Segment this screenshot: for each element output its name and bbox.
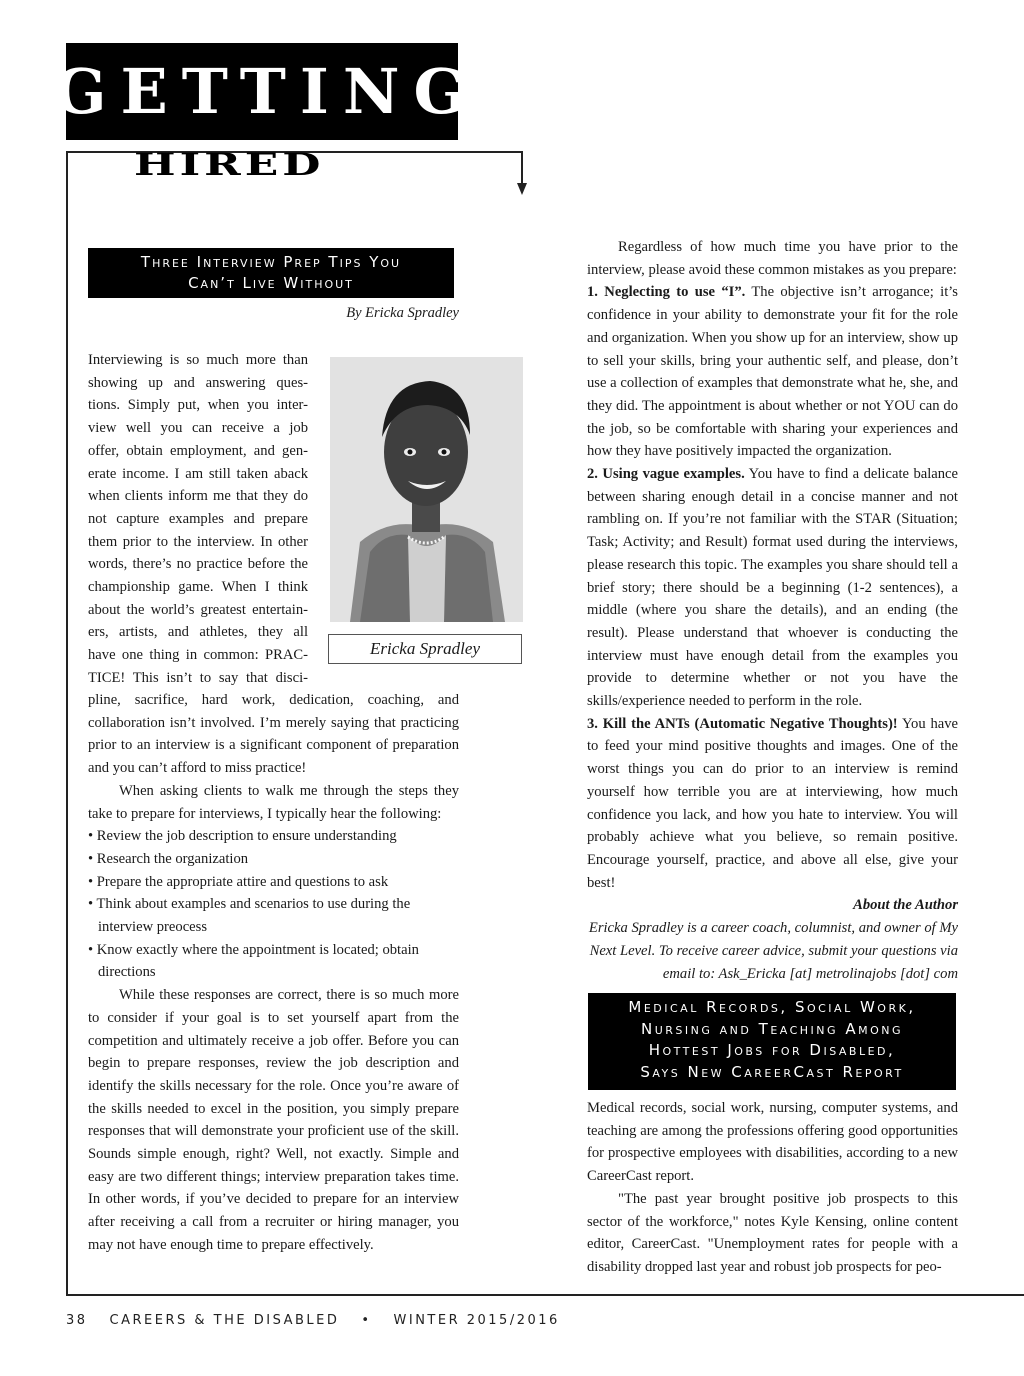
article-body-left [88,689,459,1257]
text-line: have one thing in common: PRAC- [88,647,308,664]
photo-caption: Ericka Spradley [328,634,522,664]
list-item: • Know exactly where the appointment is located; obtain directions [88,941,419,981]
text-line: ers, artists, and athletes, they all [88,624,308,641]
paragraph: Medical records, social work, nursing, computer systems, and teaching are among the professions offering good opportunities for prospective employees with disabilities, according to a new CareerCast report. [587,1100,958,1185]
issue-date: WINTER 2015/2016 [393,1313,560,1328]
text-line: about the world’s greatest entertain- [88,601,308,618]
tip-heading: 1. Neglecting to use “I”. [587,284,746,301]
text-line: offer, obtain employment, and gen- [88,442,308,459]
text-line: tions. Simply put, when you inter- [88,397,308,414]
article2-body [587,1097,958,1279]
frame-bottom-rule [66,1294,1024,1296]
text-line: TICE! This isn’t to say that disci- [88,669,308,686]
tip-body: You have to feed your mind positive thoughts and images. One of the worst things you can do prior to an interview is remind yourself how terrible you are at interviewing, how much confidence you lack, and how you hate to interview. You will probably achieve what you believe, so remain positive. Encourage yourself, practice, and above all else, give your best! [587,715,958,891]
article-title-box [88,248,454,298]
tip-paragraph [587,713,958,895]
text-line: showing up and answering ques- [88,374,308,391]
list-item: • Review the job description to ensure understanding [88,828,397,845]
text-line: not capture examples and prepare [88,510,308,527]
paragraph: Regardless of how much time you have prior to the interview, please avoid these common mistakes as you prepare: [587,239,958,278]
text-line: view well you can receive a job [88,420,308,437]
list-item: • Research the organization [88,850,249,867]
tip-paragraph [587,463,958,713]
paragraph: When asking clients to walk me through the steps they take to prepare for interviews, I typically hear the following: [88,782,459,822]
frame-right-tick [521,151,523,185]
tip-body: You have to find a delicate balance between sharing enough detail in a concise manner and not rambling on. If you’re not familiar with the STAR (Situation; Task; Activity; and Result) format used during the interviews, please research this topic. The examples you share should tell a brief story; there should be a beginning (1-2 sentences), a middle (where you share the details), and an ending (the result). Please understand that whoever is conducting the interview must have enough detail from the examples you provide to determine whether or not you have the skills/experience needed to perform in the role. [587,466,959,710]
paragraph: While these responses are correct, there is so much more to consider if your goal is to set yourself apart from the competition and ultimately receive a job offer. Before you can begin to prepare responses, review the job description and identify the skills necessary for the role. Once you’re aware of the skills needed to excel in the position, you simply prepare responses that will demonstrate your proficient use of the skill. Sounds simple enough, right? Well, not exactly. Simple and easy are two different things; interview preparation takes time. In other words, if you’ve decided to prepare for an interview after receiving a call from a recruiter or hiring manager, you may not have enough time to prepare effectively. [88,987,459,1253]
text-line: championship game. When I think [88,579,308,596]
article-title-line: Hottest Jobs for Disabled, [648,1041,896,1059]
text-line: erate income. I am still taken aback [88,465,308,482]
article-title-box [588,993,956,1090]
article-body-right [587,236,958,985]
article-title-line: Three Interview Prep Tips You [140,253,402,271]
article-title-line: Says New CareerCast Report [640,1062,904,1081]
arrow-down-icon [517,183,527,195]
tip-heading: 3. Kill the ANTs (Automatic Negative Thoughts)! [587,715,898,732]
about-author-heading: About the Author [853,897,958,914]
text-line: them prior to the interview. In other [88,533,308,550]
tip-paragraph [587,281,958,463]
page-footer [66,1313,626,1328]
separator-dot: • [361,1313,372,1328]
paragraph: pline, sacrifice, hard work, dedication, coaching, and collaboration isn’t involved. I’m merely saying that practicing prior to an interview is a significant component of preparation and you can’t afford to miss practice! [88,692,459,777]
text-line: when clients inform me that they do [88,488,308,505]
list-item: • Think about examples and scenarios to use during the interview preocess [88,896,411,936]
author-photo [330,357,523,622]
article-intro-wrap [88,349,308,690]
text-line: words, there’s no practice before the [88,556,308,573]
section-banner: GETTING [66,43,458,140]
tip-heading: 2. Using vague examples. [587,466,745,483]
portrait-image [330,357,523,622]
list-item: • Prepare the appropriate attire and questions to ask [88,873,389,890]
page-number: 38 [66,1313,88,1328]
tip-body: The objective isn’t arrogance; it’s confidence in your ability to demonstrate your fit for the role and organization. When you show up for an interview, show up to sell your skills, bring your authentic self, and please, don’t use a collection of examples that demonstrate what he, she, and they did. The appointment is about whether or not YOU can do the job, so be comfortable with sharing your experiences and how they have positively impacted the organization. [587,284,958,460]
byline: By Ericka Spradley [346,305,459,321]
frame-left-rule [66,151,68,1295]
article-title-line: Medical Records, Social Work, [628,998,916,1016]
about-author-body: Ericka Spradley is a career coach, columnist, and owner of My Next Level. To receive career advice, submit your questions via email to: Ask_Ericka [at] metrolinajobs [dot] com [588,920,958,982]
paragraph: "The past year brought positive job prospects to this sector of the workforce," notes Kyle Kensing, online content editor, CareerCast. "Unemployment rates for people with a disability dropped last year and robust job prospects for peo- [587,1190,958,1275]
publication-name: CAREERS & THE DISABLED [109,1313,340,1328]
article-title-line: Nursing and Teaching Among [641,1019,903,1038]
text-line: Interviewing is so much more than [88,352,308,368]
section-subtitle: HIRED [134,147,325,183]
article-title-line: Can’t Live Without [188,274,354,292]
